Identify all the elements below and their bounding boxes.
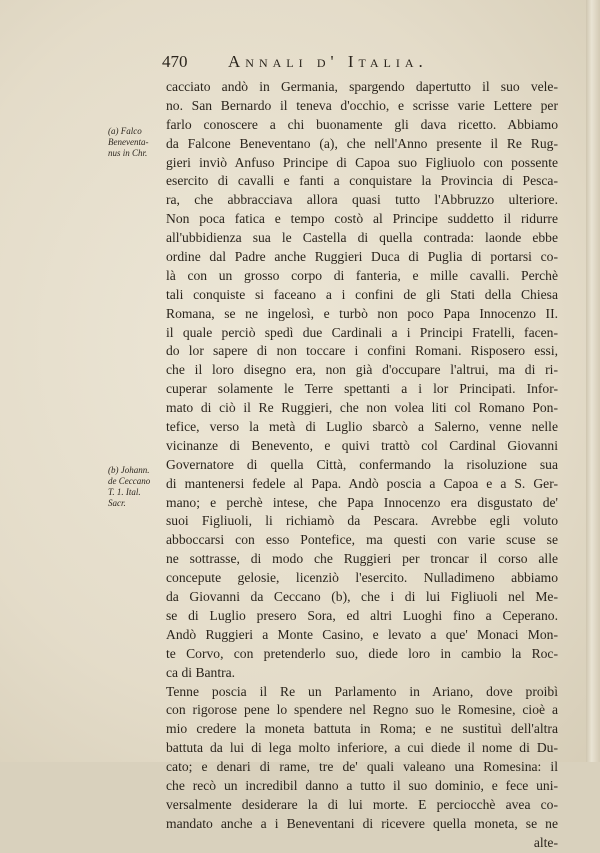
side-note-line: (a) Falco [108,126,142,136]
body-line: che il loro disegno era, non già d'occupare l'altrui, ma di ri- [166,362,558,378]
side-note-line: Sacr. [108,498,126,508]
body-line: ordine dal Padre anche Ruggieri Duca di Puglia di portarsi co- [166,249,558,265]
body-line: mio credere la moneta battuta in Roma; e ne sustituì dell'altra [166,721,558,737]
body-line: farlo conoscere a chi buonamente gli dava ricetto. Abbiamo [166,116,558,132]
body-line: Governatore di quella Città, confermando la risoluzione sua [166,456,558,472]
body-line: cuperar solamente le Terre spettanti a i lor Principati. Infor- [166,381,558,397]
body-line: da Giovanni da Ceccano (b), che i di lui Figliuoli nel Me- [166,589,558,605]
body-text [166,78,558,853]
body-line: te Corvo, con pretenderlo suo, diede loro in cambio la Roc- [166,645,558,661]
page-number: 470 [162,52,188,71]
side-note-line: nus in Chr. [108,148,148,158]
body-line: mano; e perchè intese, che Papa Innocenzo era disgustato de' [166,494,558,510]
body-line: no. San Bernardo il teneva d'occhio, e scrisse varie Lettere per [166,97,558,113]
side-note-b [108,465,168,509]
side-note-line: de Ceccano [108,476,151,486]
side-note-a [108,126,168,159]
body-line: battuta da lui di lega molto inferiore, a cui diede il nome di Du- [166,740,558,756]
side-note-line: Beneventa- [108,137,149,147]
body-line: là con un grosso corpo di fanteria, e mille cavalli. Perchè [166,267,558,283]
body-line: con rigorose pene lo spendere nel Regno suo le Romesine, cioè a [166,702,558,718]
body-line: ra, che abbracciava allora quasi tutto l'Abbruzzo ulteriore. [166,192,558,208]
page-edge [586,0,600,762]
body-line: suoi Figliuoli, li richiamò da Pescara. Avrebbe egli voluto [166,513,558,529]
running-title: Annali d' Italia. [228,52,428,71]
body-line: Tenne poscia il Re un Parlamento in Ariano, dove proibì [166,683,558,699]
body-line: Andò Ruggieri a Monte Casino, e levato a que' Monaci Mon- [166,626,558,642]
body-line: ca di Bantra. [166,664,236,680]
body-line: di mantenersi fedele al Papa. Andò poscia a Capoa e a S. Ger- [166,475,558,491]
body-line: mandato anche a i Beneventani di ricevere quella moneta, se ne [166,815,558,831]
body-line: concepute gelosie, licenziò l'esercito. Nulladimeno abbiamo [166,570,558,586]
body-line: all'ubbidienza sua le Castella di quella contrada: laonde ebbe [166,230,558,246]
body-line: cato; e denari di rame, tre de' quali valeano una Romesina: il [166,759,558,775]
body-line: ne sottrasse, di modo che Ruggieri per troncar il corso alle [166,551,558,567]
side-note-line: (b) Johann. [108,465,150,475]
body-line: versalmente desiderare la di lui morte. E perciocchè avea co- [166,796,558,812]
body-line: esercito di cavalli e fanti a conquistare la Provincia di Pesca- [166,173,558,189]
body-line: do lor sapere di non toccare i confini Romani. Risposero essi, [166,343,558,359]
body-line: vicinanze di Benevento, e quivi trattò col Cardinal Giovanni [166,437,558,453]
page-header [162,50,582,76]
body-line: Romana, se ne ingelosì, e turbò non poco Papa Innocenzo II. [166,305,558,321]
body-line: mato di ciò il Re Ruggieri, che non volea liti col Romano Pon- [166,400,558,416]
body-line: Non poca fatica e tempo costò al Principe suddetto il ridurre [166,211,558,227]
body-line: che recò un incredibil danno a tutto il suo dominio, e fece uni- [166,777,558,793]
body-line: abboccarsi con esso Pontefice, ma questi con varie scuse se [166,532,558,548]
body-line: tali conquiste si faceano a i confini de gli Stati della Chiesa [166,286,558,302]
side-note-line: T. 1. Ital. [108,487,141,497]
body-line: gieri inviò Anfuso Principe di Capoa suo Figliuolo con possente [166,154,558,170]
body-line: alte- [533,834,558,850]
body-line: cacciato andò in Germania, spargendo dapertutto il suo vele- [166,79,558,94]
body-line: se di Luglio presero Sora, ed altri Luoghi fino a Ceperano. [166,607,558,623]
body-line: tefice, verso la metà di Luglio sbarcò a Salerno, venne nelle [166,419,558,435]
body-line: da Falcone Beneventano (a), che nell'Anno presente il Re Rug- [166,135,558,151]
body-line: il quale perciò spedì due Cardinali a i Principi Fratelli, facen- [166,324,558,340]
